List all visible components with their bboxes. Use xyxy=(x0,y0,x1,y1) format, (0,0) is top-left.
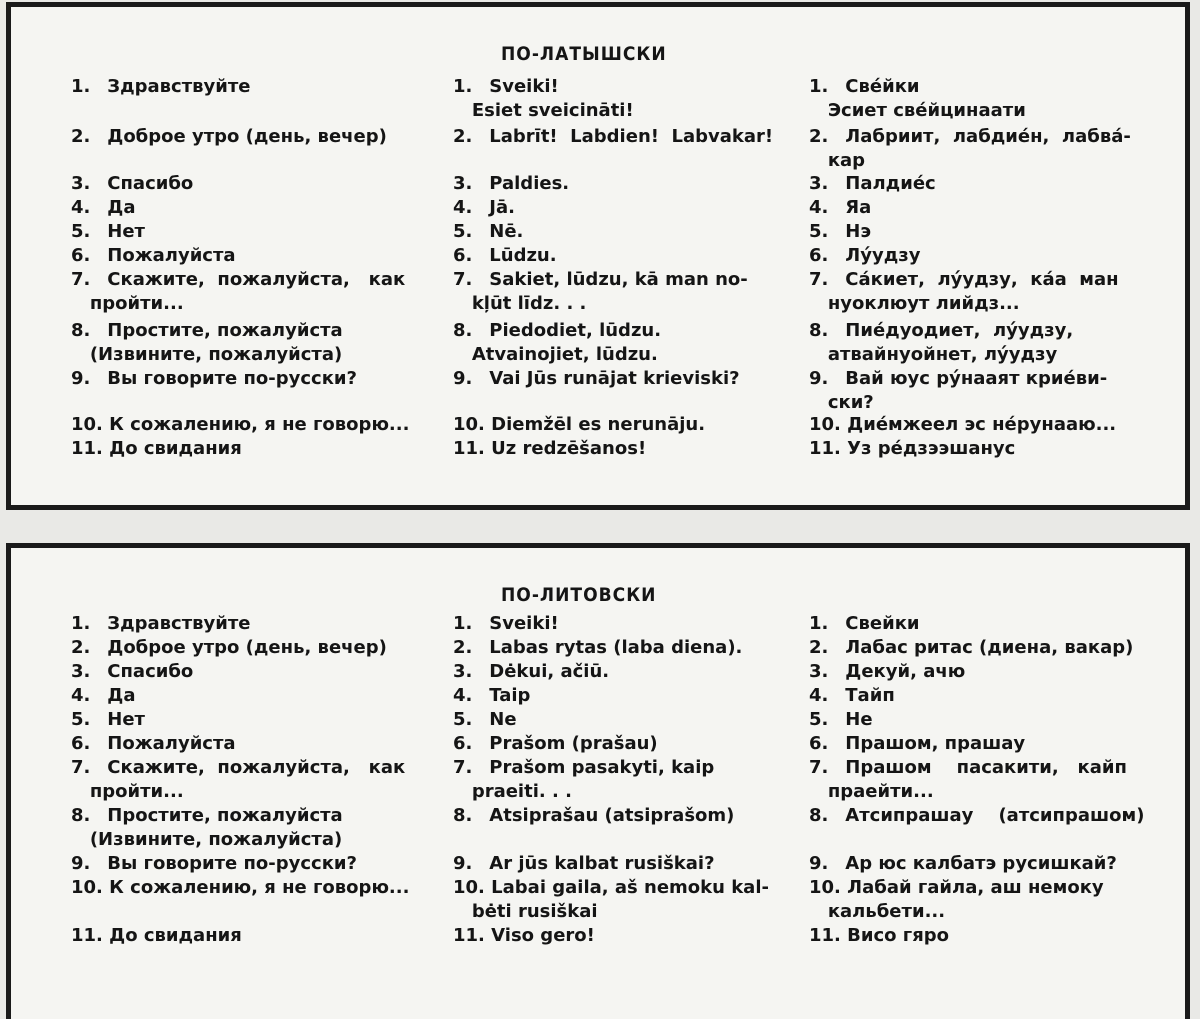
phrase-item-lv xyxy=(453,413,783,437)
phrase-text: Лабас ритас (диена, вакар) xyxy=(845,637,1134,658)
phrase-item-ru xyxy=(71,75,433,99)
section-title: ПО-ЛАТЫШСКИ xyxy=(501,43,667,65)
phrase-number: 1. xyxy=(71,76,91,97)
phrase-text: Piedodiet, lūdzu. Atvainojiet, lūdzu. xyxy=(471,320,662,365)
phrase-number: 11. xyxy=(453,438,485,459)
phrase-number: 9. xyxy=(809,853,829,874)
phrase-item-lv xyxy=(453,172,783,196)
phrase-number: 2. xyxy=(453,126,473,147)
phrase-item-tr xyxy=(809,75,1149,123)
phrase-text: Скажите, пожалуйста, как пройти... xyxy=(89,269,406,314)
phrase-text: Viso gero! xyxy=(491,925,595,946)
phrase-item-tr xyxy=(809,756,1149,804)
phrase-number: 10. xyxy=(71,414,103,435)
phrase-item-ru xyxy=(71,413,433,437)
phrase-item-lv xyxy=(453,636,783,660)
phrase-number: 7. xyxy=(71,269,91,290)
phrase-text: Lūdzu. xyxy=(489,245,557,266)
phrase-number: 6. xyxy=(71,245,91,266)
phrase-text: Sveiki! Esiet sveicināti! xyxy=(471,76,634,121)
phrase-number: 4. xyxy=(809,685,829,706)
phrase-text: Вы говорите по-русски? xyxy=(107,853,357,874)
phrase-text: До свидания xyxy=(109,438,242,459)
phrase-text: Sakiet, lūdzu, kā man no- kļūt līdz. . . xyxy=(471,269,748,314)
phrase-text: Нет xyxy=(107,221,145,242)
phrase-item-ru xyxy=(71,684,433,708)
phrase-number: 3. xyxy=(71,661,91,682)
phrase-text: Прашом, прашау xyxy=(845,733,1026,754)
phrase-number: 6. xyxy=(71,733,91,754)
phrase-number: 3. xyxy=(71,173,91,194)
phrase-item-lv xyxy=(453,684,783,708)
phrase-text: Taip xyxy=(489,685,531,706)
phrase-number: 11. xyxy=(809,925,841,946)
phrase-number: 5. xyxy=(71,709,91,730)
phrase-item-tr xyxy=(809,437,1149,461)
phrase-item-tr xyxy=(809,804,1149,828)
phrase-item-ru xyxy=(71,636,433,660)
phrase-number: 10. xyxy=(71,877,103,898)
phrase-number: 11. xyxy=(453,925,485,946)
phrase-text: Atsiprašau (atsiprašom) xyxy=(489,805,735,826)
phrase-text: Пиéдуодиет, лýудзу, атвайнуойнет, лýудзу xyxy=(827,320,1074,365)
phrase-text: Да xyxy=(107,197,136,218)
phrase-text: Прашом пасакити, кайп праейти... xyxy=(827,757,1127,802)
phrase-number: 8. xyxy=(71,805,91,826)
phrase-text: Labrīt! Labdien! Labvakar! xyxy=(489,126,774,147)
phrase-text: Атсипрашау (атсипрашом) xyxy=(845,805,1145,826)
phrase-item-tr xyxy=(809,413,1149,437)
phrase-number: 9. xyxy=(453,368,473,389)
phrase-text: Не xyxy=(845,709,873,730)
phrase-text: Да xyxy=(107,685,136,706)
phrase-text: Лабай гайла, аш немоку кальбети... xyxy=(827,877,1104,922)
phrase-item-tr xyxy=(809,220,1149,244)
phrase-item-tr xyxy=(809,660,1149,684)
phrase-text: Ne xyxy=(489,709,517,730)
phrase-number: 5. xyxy=(453,709,473,730)
phrase-item-tr xyxy=(809,732,1149,756)
lithuanian-phrasebook-box xyxy=(6,543,1190,1019)
phrase-number: 10. xyxy=(453,414,485,435)
phrase-text: Скажите, пожалуйста, как пройти... xyxy=(89,757,406,802)
phrase-number: 2. xyxy=(71,126,91,147)
phrase-item-ru xyxy=(71,220,433,244)
section-title: ПО-ЛИТОВСКИ xyxy=(501,584,657,606)
phrase-item-lv xyxy=(453,852,783,876)
phrase-text: Доброе утро (день, вечер) xyxy=(107,637,387,658)
phrase-number: 2. xyxy=(809,637,829,658)
phrase-text: Простите, пожалуйста (Извините, пожалуйста) xyxy=(89,805,343,850)
phrase-item-ru xyxy=(71,708,433,732)
phrase-item-ru xyxy=(71,660,433,684)
phrase-item-tr xyxy=(809,876,1149,924)
phrase-text: К сожалению, я не говорю... xyxy=(109,877,410,898)
phrase-item-ru xyxy=(71,319,433,367)
phrase-text: Спасибо xyxy=(107,173,194,194)
phrase-item-ru xyxy=(71,924,433,948)
phrase-number: 4. xyxy=(71,197,91,218)
phrase-number: 4. xyxy=(71,685,91,706)
phrase-number: 10. xyxy=(809,877,841,898)
phrase-number: 5. xyxy=(809,709,829,730)
phrase-number: 11. xyxy=(71,438,103,459)
phrase-number: 8. xyxy=(809,805,829,826)
phrase-item-tr xyxy=(809,708,1149,732)
phrase-number: 5. xyxy=(71,221,91,242)
phrase-number: 10. xyxy=(453,877,485,898)
phrase-number: 3. xyxy=(809,173,829,194)
phrase-item-tr xyxy=(809,244,1149,268)
phrase-number: 5. xyxy=(453,221,473,242)
phrase-text: Dėkui, ačiū. xyxy=(489,661,610,682)
phrase-text: Свейки xyxy=(845,613,920,634)
phrase-number: 9. xyxy=(453,853,473,874)
latvian-phrasebook-box xyxy=(6,2,1190,510)
phrase-number: 7. xyxy=(809,269,829,290)
phrase-item-tr xyxy=(809,172,1149,196)
phrase-text: Diemžēl es nerunāju. xyxy=(491,414,706,435)
phrase-text: Labai gaila, aš nemoku kal- bėti rusiškai xyxy=(471,877,769,922)
phrase-number: 1. xyxy=(453,613,473,634)
phrase-number: 7. xyxy=(809,757,829,778)
phrase-item-tr xyxy=(809,684,1149,708)
phrase-text: Ar jūs kalbat rusiškai? xyxy=(489,853,715,874)
phrase-item-tr xyxy=(809,924,1149,948)
phrase-number: 4. xyxy=(453,685,473,706)
phrase-item-lv xyxy=(453,319,783,367)
phrase-text: Свéйки Эсиет свéйцинаати xyxy=(827,76,1026,121)
phrase-number: 6. xyxy=(453,245,473,266)
phrase-number: 4. xyxy=(453,197,473,218)
phrase-text: Доброе утро (день, вечер) xyxy=(107,126,387,147)
phrase-text: Labas rytas (laba diena). xyxy=(489,637,743,658)
phrase-item-tr xyxy=(809,636,1149,660)
phrase-text: Нэ xyxy=(845,221,872,242)
phrase-text: Prašom (prašau) xyxy=(489,733,658,754)
phrase-text: Лýудзу xyxy=(845,245,921,266)
phrase-item-ru xyxy=(71,732,433,756)
phrase-text: Декуй, ачю xyxy=(845,661,966,682)
phrase-item-ru xyxy=(71,268,433,316)
phrase-item-lv xyxy=(453,367,783,391)
phrase-number: 11. xyxy=(809,438,841,459)
phrase-item-ru xyxy=(71,852,433,876)
phrase-text: Здравствуйте xyxy=(107,613,251,634)
phrase-text: Пожалуйста xyxy=(107,245,236,266)
phrase-number: 8. xyxy=(71,320,91,341)
phrase-text: Nē. xyxy=(489,221,524,242)
phrase-item-lv xyxy=(453,876,783,924)
phrase-item-ru xyxy=(71,756,433,804)
phrase-item-lv xyxy=(453,125,783,149)
phrase-item-lv xyxy=(453,196,783,220)
phrase-text: До свидания xyxy=(109,925,242,946)
phrase-number: 6. xyxy=(809,245,829,266)
phrase-number: 1. xyxy=(453,76,473,97)
phrase-number: 2. xyxy=(71,637,91,658)
phrase-item-lv xyxy=(453,244,783,268)
phrase-item-ru xyxy=(71,196,433,220)
phrase-number: 1. xyxy=(809,613,829,634)
phrase-text: Спасибо xyxy=(107,661,194,682)
phrase-text: Диéмжеел эс нéрунааю... xyxy=(847,414,1117,435)
phrase-item-ru xyxy=(71,612,433,636)
phrase-text: Uz redzēšanos! xyxy=(491,438,647,459)
phrase-item-tr xyxy=(809,268,1149,316)
phrase-text: Простите, пожалуйста (Извините, пожалуйста) xyxy=(89,320,343,365)
phrase-text: Sveiki! xyxy=(489,613,559,634)
phrase-number: 8. xyxy=(809,320,829,341)
phrase-text: Висо гяро xyxy=(847,925,950,946)
phrase-number: 6. xyxy=(809,733,829,754)
phrase-text: К сожалению, я не говорю... xyxy=(109,414,410,435)
phrase-number: 7. xyxy=(453,757,473,778)
phrase-item-tr xyxy=(809,612,1149,636)
phrase-number: 4. xyxy=(809,197,829,218)
phrase-number: 8. xyxy=(453,805,473,826)
phrase-item-ru xyxy=(71,125,433,149)
phrase-item-lv xyxy=(453,732,783,756)
phrase-text: Лабриит, лабдиéн, лабвá- кар xyxy=(827,126,1131,171)
phrase-number: 9. xyxy=(71,368,91,389)
phrase-text: Пожалуйста xyxy=(107,733,236,754)
phrase-number: 1. xyxy=(809,76,829,97)
phrase-number: 7. xyxy=(453,269,473,290)
phrase-text: Paldies. xyxy=(489,173,570,194)
phrase-text: Здравствуйте xyxy=(107,76,251,97)
phrase-number: 8. xyxy=(453,320,473,341)
phrase-text: Палдиéс xyxy=(845,173,936,194)
phrase-item-lv xyxy=(453,660,783,684)
phrase-item-lv xyxy=(453,268,783,316)
phrase-item-ru xyxy=(71,876,433,900)
phrase-text: Vai Jūs runājat krieviski? xyxy=(489,368,740,389)
phrase-number: 2. xyxy=(453,637,473,658)
phrase-number: 3. xyxy=(809,661,829,682)
phrase-item-lv xyxy=(453,612,783,636)
phrase-item-lv xyxy=(453,804,783,828)
phrase-number: 3. xyxy=(453,173,473,194)
phrase-text: Яа xyxy=(845,197,872,218)
phrase-item-ru xyxy=(71,367,433,391)
phrase-text: Jā. xyxy=(489,197,515,218)
phrase-item-tr xyxy=(809,196,1149,220)
phrase-text: Тайп xyxy=(845,685,895,706)
phrase-text: Уз рéдзээшанус xyxy=(847,438,1016,459)
phrase-item-tr xyxy=(809,367,1149,415)
phrase-text: Нет xyxy=(107,709,145,730)
phrase-item-lv xyxy=(453,220,783,244)
phrase-text: Prašom pasakyti, kaip praeiti. . . xyxy=(471,757,715,802)
phrase-item-lv xyxy=(453,924,783,948)
phrase-item-tr xyxy=(809,852,1149,876)
phrase-item-lv xyxy=(453,756,783,804)
phrase-number: 11. xyxy=(71,925,103,946)
phrase-number: 10. xyxy=(809,414,841,435)
phrase-text: Вай юус рýнааят криéви- ски? xyxy=(827,368,1108,413)
phrase-number: 1. xyxy=(71,613,91,634)
phrase-number: 9. xyxy=(71,853,91,874)
phrase-number: 7. xyxy=(71,757,91,778)
phrase-item-lv xyxy=(453,75,783,123)
phrase-item-ru xyxy=(71,244,433,268)
phrase-item-lv xyxy=(453,708,783,732)
phrase-item-lv xyxy=(453,437,783,461)
phrase-text: Ар юс калбатэ русишкай? xyxy=(845,853,1117,874)
phrase-text: Вы говорите по-русски? xyxy=(107,368,357,389)
phrase-item-ru xyxy=(71,437,433,461)
phrase-number: 5. xyxy=(809,221,829,242)
phrase-text: Сáкиет, лýудзу, кáа ман нуоклюут лийдз... xyxy=(827,269,1119,314)
phrase-number: 3. xyxy=(453,661,473,682)
phrase-item-ru xyxy=(71,172,433,196)
phrase-number: 9. xyxy=(809,368,829,389)
phrase-item-tr xyxy=(809,125,1149,173)
phrase-number: 2. xyxy=(809,126,829,147)
phrase-item-ru xyxy=(71,804,433,852)
phrase-number: 6. xyxy=(453,733,473,754)
phrase-item-tr xyxy=(809,319,1149,367)
